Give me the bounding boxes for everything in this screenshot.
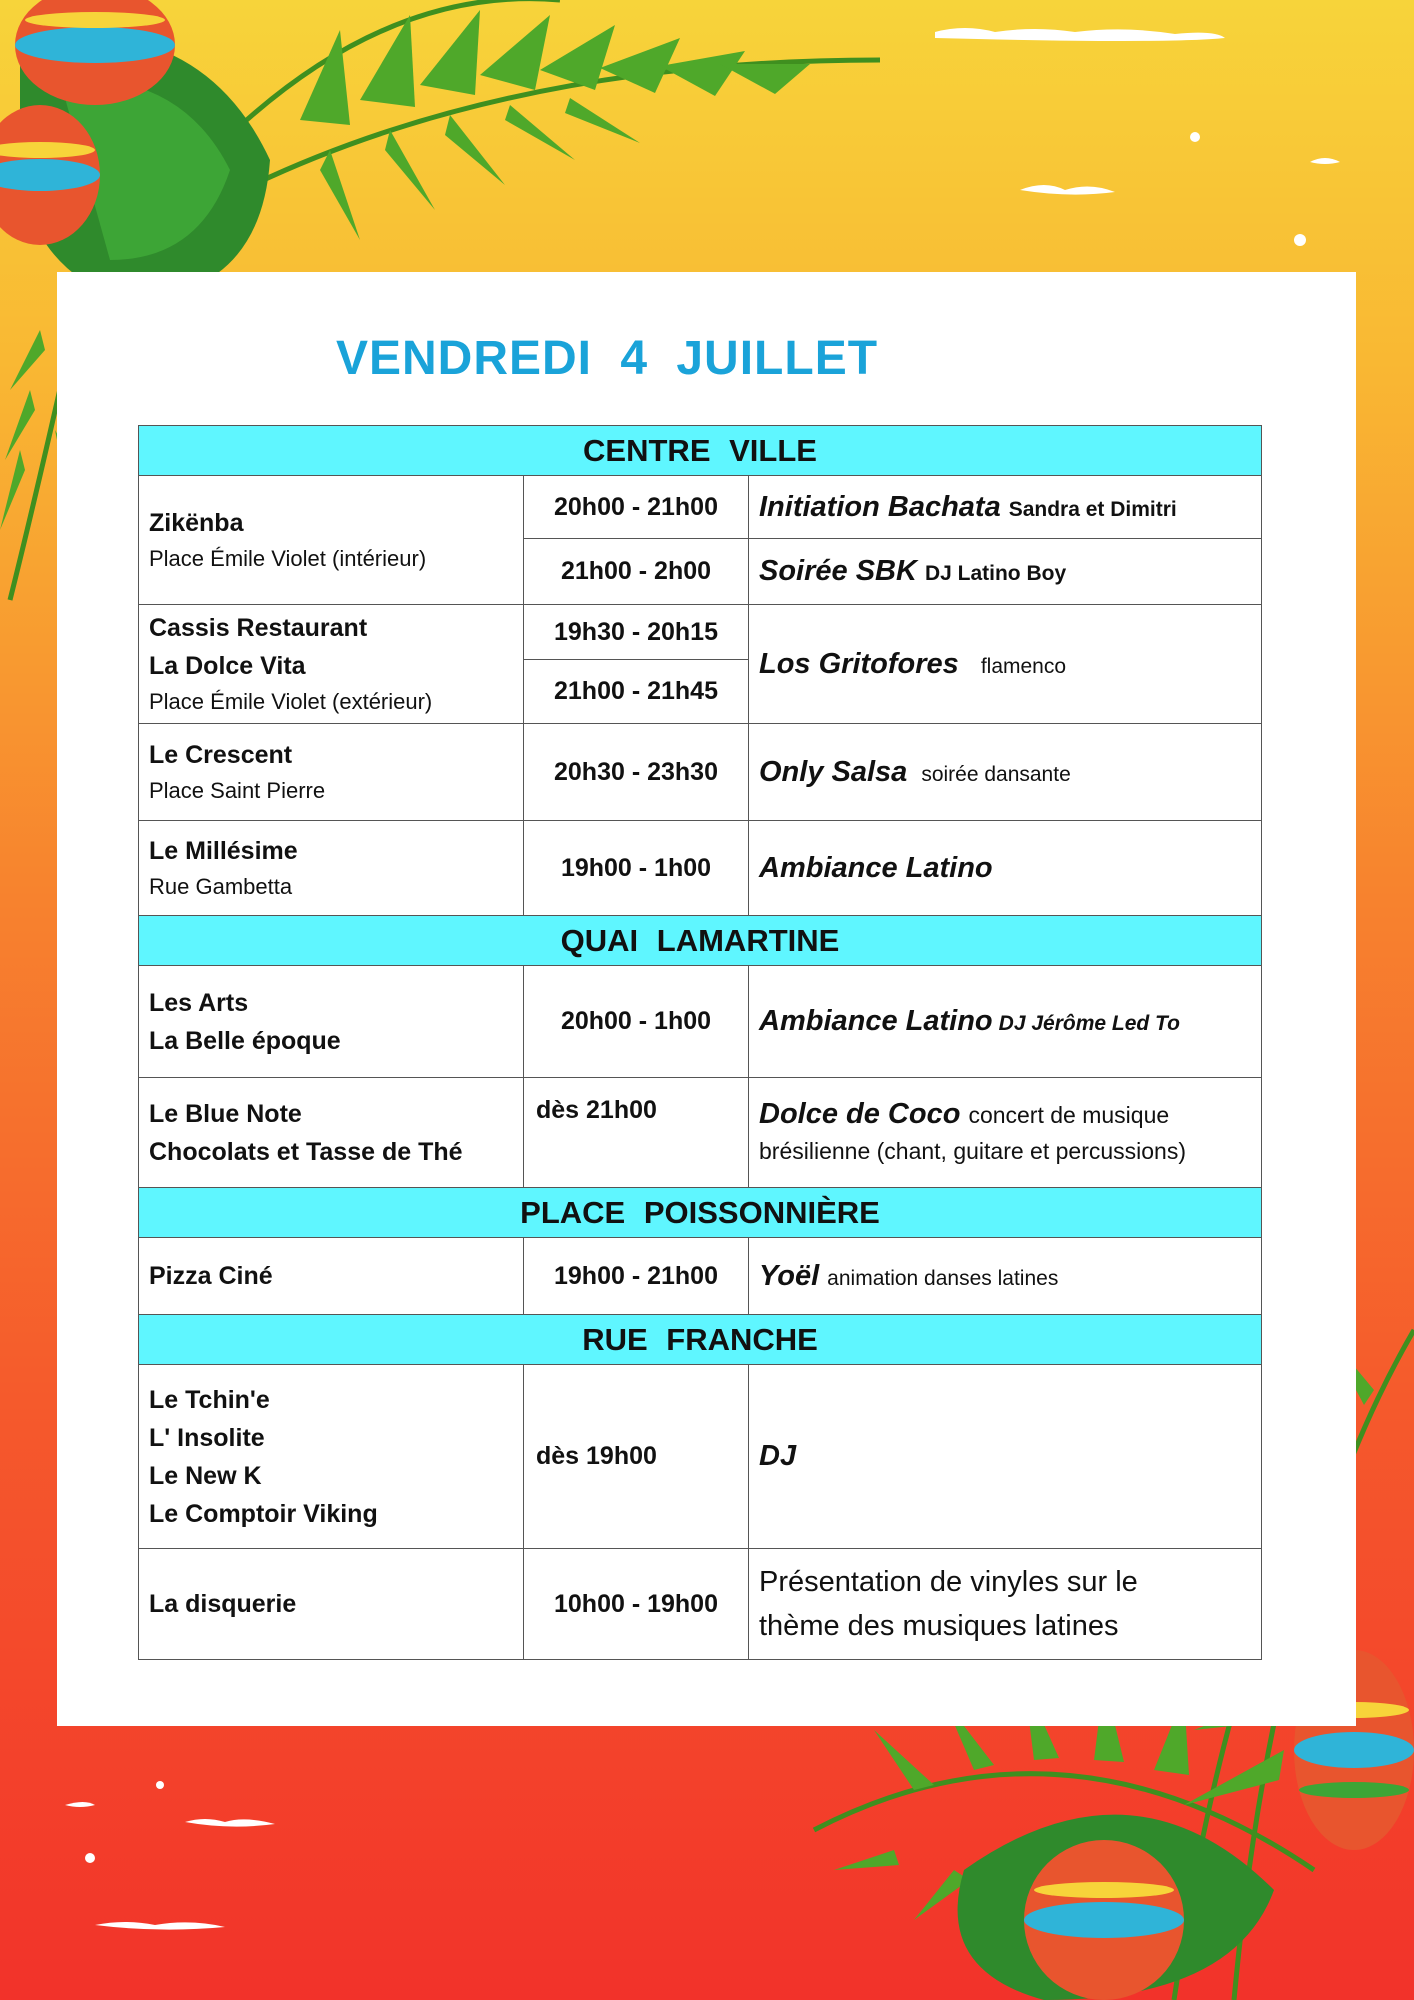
venue-cell — [139, 1078, 524, 1188]
table-row — [139, 1078, 1262, 1188]
act-description-line2: thème des musiques latines — [759, 1610, 1119, 1642]
venue-cell — [139, 1365, 524, 1549]
venue-name: L' Insolite — [149, 1423, 265, 1452]
page-title: VENDREDI 4 JUILLET — [335, 332, 879, 385]
venue-name: Le Crescent — [149, 741, 293, 769]
time-cell: 20h30 - 23h30 — [524, 724, 749, 821]
venue-name: Cassis Restaurant — [149, 614, 368, 642]
act-title: Initiation Bachata — [759, 490, 1001, 523]
table-row — [139, 724, 1262, 821]
venue-cell — [139, 605, 524, 724]
venue-cell — [139, 476, 524, 605]
venue-name: Zikënba — [149, 509, 244, 537]
table-row — [139, 605, 1262, 660]
schedule-table — [138, 425, 1262, 1660]
act-detail: concert de musique — [968, 1101, 1170, 1128]
venue-cell — [139, 1549, 524, 1660]
act-detail-line2: brésilienne (chant, guitare et percussions) — [759, 1137, 1187, 1164]
table-row — [139, 1549, 1262, 1660]
venue-cell — [139, 1238, 524, 1315]
act-title: Dolce de Coco — [759, 1097, 961, 1130]
section-rue-franche: RUE FRANCHE — [139, 1315, 1262, 1365]
act-cell — [749, 1549, 1262, 1660]
act-description-line1: Présentation de vinyles sur le — [759, 1566, 1138, 1598]
venue-name: Le Comptoir Viking — [149, 1499, 378, 1528]
table-row — [139, 1238, 1262, 1315]
act-title: Soirée SBK — [759, 555, 917, 587]
act-detail: DJ Latino Boy — [924, 562, 1067, 585]
venue-address: Place Émile Violet (extérieur) — [149, 689, 433, 714]
venue-name: La disquerie — [149, 1590, 297, 1618]
time-cell: 19h00 - 21h00 — [524, 1238, 749, 1315]
time-cell: 10h00 - 19h00 — [524, 1549, 749, 1660]
section-header-row — [139, 1188, 1262, 1238]
venue-name: Le Millésime — [149, 837, 298, 865]
act-title: Los Gritofores — [759, 647, 959, 680]
section-centre-ville: CENTRE VILLE — [139, 426, 1262, 476]
time-cell: dès 19h00 — [524, 1365, 749, 1549]
venue-name: Le Tchin'e — [149, 1385, 270, 1414]
act-title: Yoël — [759, 1259, 820, 1292]
act-title: Ambiance Latino — [759, 851, 993, 884]
act-cell — [749, 539, 1262, 605]
table-row — [139, 821, 1262, 916]
venue-name: Pizza Ciné — [149, 1262, 273, 1290]
section-quai-lamartine: QUAI LAMARTINE — [139, 916, 1262, 966]
section-header-row — [139, 916, 1262, 966]
time-cell: 19h30 - 20h15 — [524, 605, 749, 660]
time-cell: 20h00 - 1h00 — [524, 966, 749, 1078]
act-detail: animation danses latines — [827, 1266, 1059, 1290]
act-detail: DJ Jérôme Led To — [998, 1012, 1180, 1035]
table-row — [139, 476, 1262, 539]
venue-cell — [139, 821, 524, 916]
section-header-row — [139, 426, 1262, 476]
venue-name: Le Blue Note — [149, 1099, 302, 1128]
act-cell — [749, 724, 1262, 821]
venue-address: Place Émile Violet (intérieur) — [149, 546, 427, 571]
venue-address: Rue Gambetta — [149, 874, 293, 899]
venue-name: Les Arts — [149, 988, 249, 1017]
table-row — [139, 1365, 1262, 1549]
venue-name: La Dolce Vita — [149, 652, 306, 680]
act-detail: Sandra et Dimitri — [1008, 497, 1177, 521]
time-cell: 20h00 - 21h00 — [524, 476, 749, 539]
time-cell: 19h00 - 1h00 — [524, 821, 749, 916]
time-cell: 21h00 - 2h00 — [524, 539, 749, 605]
act-detail: soirée dansante — [921, 762, 1071, 786]
time-cell: 21h00 - 21h45 — [524, 660, 749, 724]
venue-name: La Belle époque — [149, 1026, 341, 1055]
act-cell — [749, 605, 1262, 724]
venue-cell — [139, 724, 524, 821]
act-detail: flamenco — [980, 654, 1067, 678]
section-place-poissonniere: PLACE POISSONNIÈRE — [139, 1188, 1262, 1238]
act-cell — [749, 476, 1262, 539]
venue-name: Chocolats et Tasse de Thé — [149, 1137, 463, 1166]
act-title: Ambiance Latino — [759, 1005, 993, 1037]
act-title: Only Salsa — [759, 755, 908, 788]
venue-cell — [139, 966, 524, 1078]
section-header-row — [139, 1315, 1262, 1365]
act-cell — [749, 1078, 1262, 1188]
table-row — [139, 966, 1262, 1078]
venue-address: Place Saint Pierre — [149, 778, 326, 803]
act-cell — [749, 966, 1262, 1078]
act-cell — [749, 821, 1262, 916]
act-cell — [749, 1238, 1262, 1315]
time-cell: dès 21h00 — [524, 1078, 749, 1188]
act-cell — [749, 1365, 1262, 1549]
act-title: DJ — [759, 1440, 797, 1472]
venue-name: Le New K — [149, 1461, 262, 1490]
